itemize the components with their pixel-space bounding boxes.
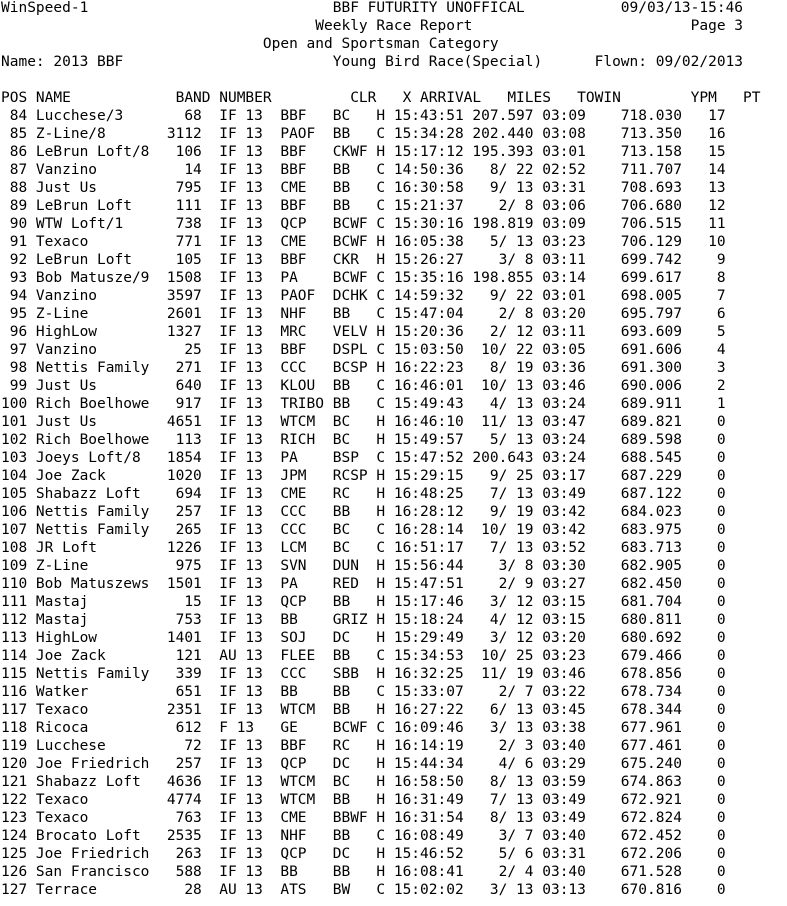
result-row: 99 Just Us 640 IF 13 KLOU BB C 16:46:01 10/ 13 03:46 690.006 2 xyxy=(1,378,726,394)
header-line-2: Weekly Race Report Page 3 xyxy=(1,18,744,34)
result-row: 113 HighLow 1401 IF 13 SOJ DC H 15:29:49 3/ 12 03:20 680.692 0 xyxy=(1,630,726,646)
header-line-4: Name: 2013 BBF Young Bird Race(Special) Flown: 09/02/2013 xyxy=(1,54,744,70)
result-row: 114 Joe Zack 121 AU 13 FLEE BB C 15:34:53 10/ 25 03:23 679.466 0 xyxy=(1,648,726,664)
result-row: 108 JR Loft 1226 IF 13 LCM BC C 16:51:17 7/ 13 03:52 683.713 0 xyxy=(1,540,726,556)
result-row: 105 Shabazz Loft 694 IF 13 CME RC H 16:48:25 7/ 13 03:49 687.122 0 xyxy=(1,486,726,502)
result-row: 91 Texaco 771 IF 13 CME BCWF H 16:05:38 5/ 13 03:23 706.129 10 xyxy=(1,234,726,250)
header-line-3: Open and Sportsman Category xyxy=(1,36,499,52)
result-row: 84 Lucchese/3 68 IF 13 BBF BC H 15:43:51 207.597 03:09 718.030 17 xyxy=(1,108,726,124)
result-row: 104 Joe Zack 1020 IF 13 JPM RCSP H 15:29:15 9/ 25 03:17 687.229 0 xyxy=(1,468,726,484)
result-row: 106 Nettis Family 257 IF 13 CCC BB H 16:28:12 9/ 19 03:42 684.023 0 xyxy=(1,504,726,520)
column-header-row: POS NAME BAND NUMBER CLR X ARRIVAL MILES TOWIN YPM PT xyxy=(1,90,761,106)
header-line-1: WinSpeed-1 BBF FUTURITY UNOFFICAL 09/03/13-15:46 xyxy=(1,0,744,16)
result-row: 87 Vanzino 14 IF 13 BBF BB C 14:50:36 8/ 22 02:52 711.707 14 xyxy=(1,162,726,178)
result-row: 86 LeBrun Loft/8 106 IF 13 BBF CKWF H 15:17:12 195.393 03:01 713.158 15 xyxy=(1,144,726,160)
result-row: 98 Nettis Family 271 IF 13 CCC BCSP H 16:22:23 8/ 19 03:36 691.300 3 xyxy=(1,360,726,376)
result-row: 94 Vanzino 3597 IF 13 PAOF DCHK C 14:59:32 9/ 22 03:01 698.005 7 xyxy=(1,288,726,304)
result-row: 121 Shabazz Loft 4636 IF 13 WTCM BC H 16:58:50 8/ 13 03:59 674.863 0 xyxy=(1,774,726,790)
result-row: 117 Texaco 2351 IF 13 WTCM BB H 16:27:22 6/ 13 03:45 678.344 0 xyxy=(1,702,726,718)
result-row: 103 Joeys Loft/8 1854 IF 13 PA BSP C 15:47:52 200.643 03:24 688.545 0 xyxy=(1,450,726,466)
result-row: 96 HighLow 1327 IF 13 MRC VELV H 15:20:36 2/ 12 03:11 693.609 5 xyxy=(1,324,726,340)
result-row: 118 Ricoca 612 F 13 GE BCWF C 16:09:46 3/ 13 03:38 677.961 0 xyxy=(1,720,726,736)
result-row: 125 Joe Friedrich 263 IF 13 QCP DC H 15:46:52 5/ 6 03:31 672.206 0 xyxy=(1,846,726,862)
result-row: 90 WTW Loft/1 738 IF 13 QCP BCWF C 15:30:16 198.819 03:09 706.515 11 xyxy=(1,216,726,232)
result-row: 119 Lucchese 72 IF 13 BBF RC H 16:14:19 2/ 3 03:40 677.461 0 xyxy=(1,738,726,754)
result-row: 122 Texaco 4774 IF 13 WTCM BB H 16:31:49 7/ 13 03:49 672.921 0 xyxy=(1,792,726,808)
result-row: 116 Watker 651 IF 13 BB BB C 15:33:07 2/ 7 03:22 678.734 0 xyxy=(1,684,726,700)
result-row: 126 San Francisco 588 IF 13 BB BB H 16:08:41 2/ 4 03:40 671.528 0 xyxy=(1,864,726,880)
result-row: 100 Rich Boelhowe 917 IF 13 TRIBO BB C 15:49:43 4/ 13 03:24 689.911 1 xyxy=(1,396,726,412)
result-row: 109 Z-Line 975 IF 13 SVN DUN H 15:56:44 3/ 8 03:30 682.905 0 xyxy=(1,558,726,574)
result-row: 111 Mastaj 15 IF 13 QCP BB H 15:17:46 3/ 12 03:15 681.704 0 xyxy=(1,594,726,610)
result-row: 97 Vanzino 25 IF 13 BBF DSPL C 15:03:50 10/ 22 03:05 691.606 4 xyxy=(1,342,726,358)
result-row: 85 Z-Line/8 3112 IF 13 PAOF BB C 15:34:28 202.440 03:08 713.350 16 xyxy=(1,126,726,142)
result-row: 107 Nettis Family 265 IF 13 CCC BC C 16:28:14 10/ 19 03:42 683.975 0 xyxy=(1,522,726,538)
result-row: 93 Bob Matusze/9 1508 IF 13 PA BCWF C 15:35:16 198.855 03:14 699.617 8 xyxy=(1,270,726,286)
result-row: 123 Texaco 763 IF 13 CME BBWF H 16:31:54 8/ 13 03:49 672.824 0 xyxy=(1,810,726,826)
result-row: 115 Nettis Family 339 IF 13 CCC SBB H 16:32:25 11/ 19 03:46 678.856 0 xyxy=(1,666,726,682)
result-row: 95 Z-Line 2601 IF 13 NHF BB C 15:47:04 2/ 8 03:20 695.797 6 xyxy=(1,306,726,322)
result-row: 124 Brocato Loft 2535 IF 13 NHF BB C 16:08:49 3/ 7 03:40 672.452 0 xyxy=(1,828,726,844)
result-row: 92 LeBrun Loft 105 IF 13 BBF CKR H 15:26:27 3/ 8 03:11 699.742 9 xyxy=(1,252,726,268)
result-row: 102 Rich Boelhowe 113 IF 13 RICH BC H 15:49:57 5/ 13 03:24 689.598 0 xyxy=(1,432,726,448)
result-row: 88 Just Us 795 IF 13 CME BB C 16:30:58 9/ 13 03:31 708.693 13 xyxy=(1,180,726,196)
result-row: 110 Bob Matuszews 1501 IF 13 PA RED H 15:47:51 2/ 9 03:27 682.450 0 xyxy=(1,576,726,592)
result-row: 120 Joe Friedrich 257 IF 13 QCP DC H 15:44:34 4/ 6 03:29 675.240 0 xyxy=(1,756,726,772)
result-row: 101 Just Us 4651 IF 13 WTCM BC H 16:46:10 11/ 13 03:47 689.821 0 xyxy=(1,414,726,430)
result-row: 112 Mastaj 753 IF 13 BB GRIZ H 15:18:24 4/ 12 03:15 680.811 0 xyxy=(1,612,726,628)
result-row: 127 Terrace 28 AU 13 ATS BW C 15:02:02 3/ 13 03:13 670.816 0 xyxy=(1,882,726,898)
result-row: 89 LeBrun Loft 111 IF 13 BBF BB C 15:21:37 2/ 8 03:06 706.680 12 xyxy=(1,198,726,214)
